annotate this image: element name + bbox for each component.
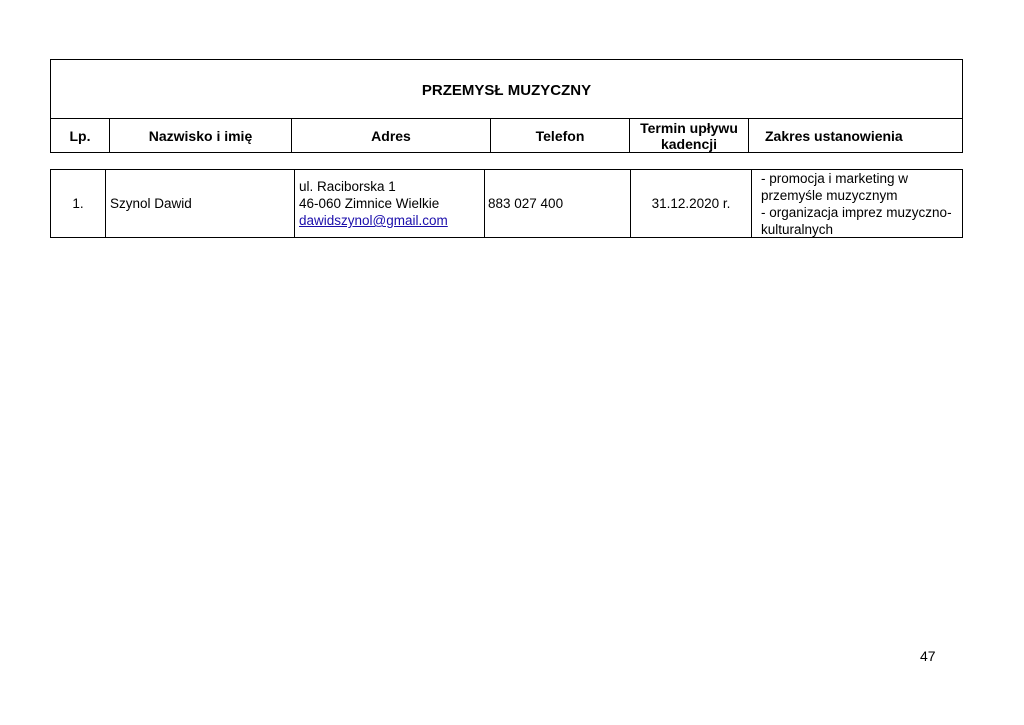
cell-lp: 1. [72, 196, 84, 211]
column-header-phone: Telefon [490, 119, 629, 153]
email-link[interactable]: dawidszynol@gmail.com [299, 213, 448, 228]
column-header-lp: Lp. [69, 128, 91, 144]
scope-line: - organizacja imprez muzyczno- [761, 204, 952, 220]
table-header [50, 59, 963, 153]
address-city: 46-060 Zimnice Wielkie [299, 196, 440, 211]
address-street: ul. Raciborska 1 [299, 179, 396, 194]
scope-line: kulturalnych [761, 221, 834, 237]
cell-scope [751, 170, 962, 237]
column-header-scope: Zakres ustanowienia [748, 119, 962, 153]
cell-phone: 883 027 400 [484, 170, 630, 237]
cell-name: Szynol Dawid [105, 170, 294, 237]
column-header-term-line1: Termin upływu [640, 120, 738, 136]
section-title: PRZEMYSŁ MUZYCZNY [51, 60, 962, 119]
column-header-address: Adres [291, 119, 490, 153]
scope-line: - promocja i marketing w [761, 170, 909, 186]
scope-line: przemyśle muzycznym [761, 187, 898, 203]
column-header-term [629, 119, 748, 153]
cell-term: 31.12.2020 r. [630, 170, 751, 237]
cell-address [294, 170, 484, 237]
table-row [50, 169, 963, 238]
column-header-term-line2: kadencji [660, 136, 718, 152]
page-number: 47 [920, 648, 936, 664]
column-header-name: Nazwisko i imię [109, 119, 291, 153]
